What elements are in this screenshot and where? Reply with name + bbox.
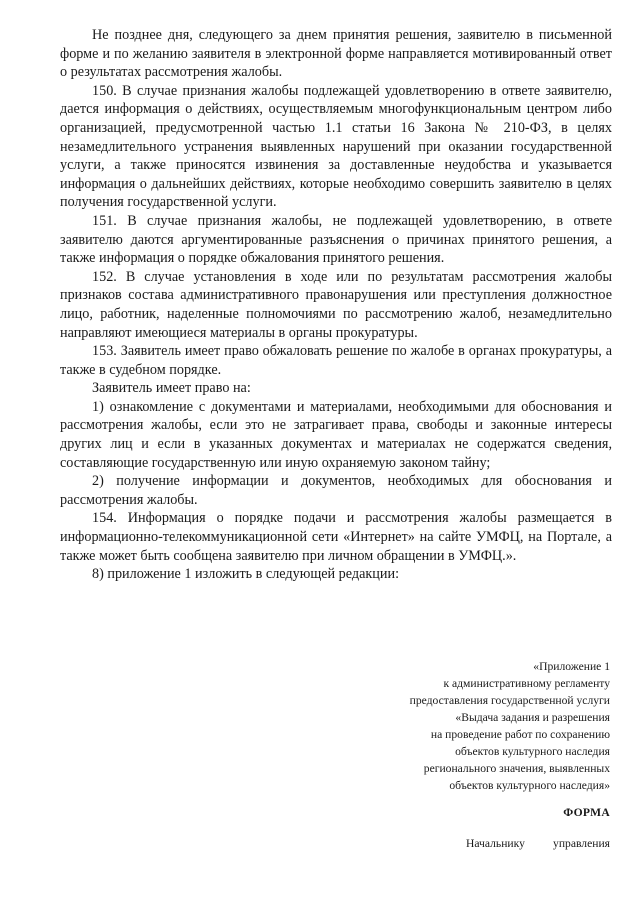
paragraph-153: 153. Заявитель имеет право обжаловать решение по жалобе в органах прокуратуры, а также в судебном порядке.	[60, 343, 612, 378]
paragraph-151: 151. В случае признания жалобы, не подлежащей удовлетворению, в ответе заявителю даются аргументированные разъяснения о причинах принятого решения, а также информация о порядке обжалования принятого решения.	[60, 212, 612, 267]
paragraph-154: 154. Информация о порядке подачи и рассмотрения жалобы размещается в информационно-телекоммуникационной сети «Интернет» на сайте УМФЦ, на Портале, а также может быть сообщена заявителю при личном обращении в УМФЦ.».	[60, 510, 612, 564]
appendix-line: на проведение работ по сохранению	[430, 728, 610, 741]
appendix-header	[310, 658, 610, 794]
paragraph-response-deadline: Не позднее дня, следующего за днем принятия решения, заявителю в письменной форме и по желанию заявителя в электронной форме направляется мотивированный ответ о результатах рассмотрения жалобы.	[60, 27, 612, 81]
paragraph-right-2: 2) получение информации и документов, необходимых для обоснования и рассмотрения жалобы.	[60, 473, 612, 508]
appendix-line: «Приложение 1	[533, 660, 610, 673]
addressee-line	[466, 837, 610, 850]
addressee-word: Начальнику	[466, 837, 525, 850]
appendix-line: регионального значения, выявленных	[423, 762, 610, 775]
paragraph-150: 150. В случае признания жалобы подлежащей удовлетворению в ответе заявителю, дается информация о действиях, осуществляемым многофункциональным центром либо организацией, предусмотренной частью 1.1 статьи 16 Закона № 210-ФЗ, в целях незамедлительного устранения выявленных нарушений при оказании государственной услуги, а также приносятся извинения за доставленные неудобства и указывается информация о дальнейших действиях, которые необходимо совершить заявителю в целях получения государственной услуги.	[60, 82, 612, 211]
body-text	[60, 26, 612, 584]
paragraph-amendment-8: 8) приложение 1 изложить в следующей редакции:	[92, 566, 400, 583]
paragraph-152: 152. В случае установления в ходе или по результатам рассмотрения жалобы признаков состава административного правонарушения или преступления должностное лицо, работник, наделенные полномочиями по рассмотрению жалоб, незамедлительно направляют имеющиеся материалы в органы прокуратуры.	[60, 268, 612, 341]
appendix-line: предоставления государственной услуги	[409, 694, 610, 707]
appendix-line: объектов культурного наследия»	[449, 779, 610, 792]
form-label: ФОРМА	[563, 806, 610, 819]
appendix-line: к административному регламенту	[443, 677, 610, 690]
appendix-line: объектов культурного наследия	[455, 745, 610, 758]
paragraph-right-1: 1) ознакомление с документами и материалами, необходимыми для обоснования и рассмотрения жалобы, если это не затрагивает права, свободы и законные интересы других лиц и если в указанных документах и материалах не содержатся сведения, составляющие государственную или иную охраняемую законом тайну;	[60, 398, 612, 471]
addressee-word: управления	[553, 837, 610, 850]
appendix-line: «Выдача задания и разрешения	[455, 711, 610, 724]
paragraph-applicant-rights: Заявитель имеет право на:	[92, 380, 251, 397]
